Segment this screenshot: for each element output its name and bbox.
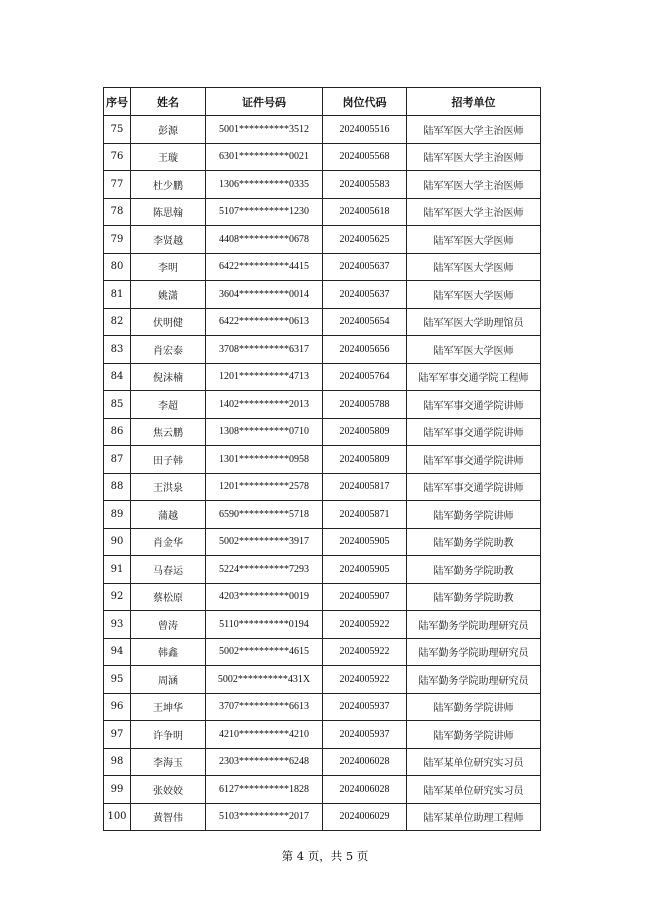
cell-position-code: 2024005907 (323, 583, 407, 611)
cell-index: 98 (104, 748, 131, 776)
cell-position-code: 2024005809 (323, 418, 407, 446)
cell-unit: 陆军军医大学医师 (407, 281, 541, 309)
cell-name: 王璇 (131, 143, 206, 171)
header-id: 证件号码 (206, 88, 323, 116)
cell-unit: 陆军勤务学院助理研究员 (407, 638, 541, 666)
cell-id-number: 5107**********1230 (206, 198, 323, 226)
page-number: 第 4 页，共 5 页 (281, 849, 369, 863)
table-row (104, 281, 541, 309)
cell-id-number: 4210**********4210 (206, 721, 323, 749)
cell-name: 陈思翰 (131, 198, 206, 226)
cell-id-number: 3708**********6317 (206, 336, 323, 364)
cell-name: 黄智伟 (131, 803, 206, 831)
candidate-table (103, 87, 541, 831)
cell-index: 85 (104, 391, 131, 419)
cell-index: 94 (104, 638, 131, 666)
cell-index: 92 (104, 583, 131, 611)
cell-unit: 陆军某单位助理工程师 (407, 803, 541, 831)
table-body (104, 116, 541, 831)
table-header-row (104, 88, 541, 116)
cell-position-code: 2024006029 (323, 803, 407, 831)
cell-unit: 陆军勤务学院助教 (407, 556, 541, 584)
cell-id-number: 5103**********2017 (206, 803, 323, 831)
cell-unit: 陆军勤务学院讲师 (407, 501, 541, 529)
cell-id-number: 5002**********4615 (206, 638, 323, 666)
cell-id-number: 6127**********1828 (206, 776, 323, 804)
table-row (104, 721, 541, 749)
table-row (104, 226, 541, 254)
cell-name: 彭源 (131, 116, 206, 144)
cell-position-code: 2024005937 (323, 721, 407, 749)
cell-name: 马春运 (131, 556, 206, 584)
cell-name: 周涵 (131, 666, 206, 694)
cell-id-number: 1402**********2013 (206, 391, 323, 419)
cell-id-number: 5002**********3917 (206, 528, 323, 556)
table-row (104, 666, 541, 694)
cell-id-number: 6422**********4415 (206, 253, 323, 281)
cell-index: 79 (104, 226, 131, 254)
table-row (104, 363, 541, 391)
cell-index: 84 (104, 363, 131, 391)
cell-name: 肖宏泰 (131, 336, 206, 364)
cell-unit: 陆军军事交通学院讲师 (407, 473, 541, 501)
cell-position-code: 2024005871 (323, 501, 407, 529)
cell-id-number: 3604**********0014 (206, 281, 323, 309)
table-row (104, 336, 541, 364)
table-row (104, 611, 541, 639)
cell-position-code: 2024005656 (323, 336, 407, 364)
cell-id-number: 1306**********0335 (206, 171, 323, 199)
cell-index: 82 (104, 308, 131, 336)
cell-id-number: 2303**********6248 (206, 748, 323, 776)
cell-unit: 陆军军事交通学院工程师 (407, 363, 541, 391)
cell-name: 姚潇 (131, 281, 206, 309)
cell-id-number: 5110**********0194 (206, 611, 323, 639)
table-row (104, 528, 541, 556)
cell-id-number: 1201**********2578 (206, 473, 323, 501)
cell-index: 78 (104, 198, 131, 226)
table-row (104, 391, 541, 419)
table-row (104, 308, 541, 336)
cell-position-code: 2024005764 (323, 363, 407, 391)
cell-name: 张姣姣 (131, 776, 206, 804)
cell-name: 王洪泉 (131, 473, 206, 501)
cell-position-code: 2024005625 (323, 226, 407, 254)
cell-unit: 陆军军医大学医师 (407, 253, 541, 281)
table-row (104, 556, 541, 584)
cell-position-code: 2024005937 (323, 693, 407, 721)
cell-name: 蔡松原 (131, 583, 206, 611)
cell-position-code: 2024005809 (323, 446, 407, 474)
cell-index: 86 (104, 418, 131, 446)
cell-name: 李超 (131, 391, 206, 419)
cell-unit: 陆军军医大学主治医师 (407, 116, 541, 144)
cell-unit: 陆军某单位研究实习员 (407, 748, 541, 776)
table-row (104, 693, 541, 721)
cell-name: 许争明 (131, 721, 206, 749)
cell-index: 83 (104, 336, 131, 364)
cell-position-code: 2024005516 (323, 116, 407, 144)
cell-unit: 陆军勤务学院讲师 (407, 721, 541, 749)
cell-name: 田子韩 (131, 446, 206, 474)
header-name: 姓名 (131, 88, 206, 116)
cell-position-code: 2024005817 (323, 473, 407, 501)
cell-unit: 陆军勤务学院助理研究员 (407, 666, 541, 694)
cell-position-code: 2024005637 (323, 253, 407, 281)
table-row (104, 143, 541, 171)
cell-index: 75 (104, 116, 131, 144)
cell-id-number: 4408**********0678 (206, 226, 323, 254)
cell-index: 97 (104, 721, 131, 749)
cell-position-code: 2024005922 (323, 611, 407, 639)
cell-id-number: 4203**********0019 (206, 583, 323, 611)
cell-position-code: 2024005922 (323, 666, 407, 694)
cell-name: 肖金华 (131, 528, 206, 556)
cell-index: 81 (104, 281, 131, 309)
cell-unit: 陆军军医大学医师 (407, 226, 541, 254)
table-row (104, 748, 541, 776)
cell-index: 93 (104, 611, 131, 639)
cell-name: 李贤越 (131, 226, 206, 254)
table-row (104, 418, 541, 446)
cell-index: 76 (104, 143, 131, 171)
cell-position-code: 2024005905 (323, 528, 407, 556)
cell-index: 100 (104, 803, 131, 831)
cell-position-code: 2024006028 (323, 776, 407, 804)
cell-index: 88 (104, 473, 131, 501)
cell-unit: 陆军某单位研究实习员 (407, 776, 541, 804)
cell-name: 韩鑫 (131, 638, 206, 666)
table-row (104, 803, 541, 831)
table-row (104, 253, 541, 281)
cell-id-number: 5001**********3512 (206, 116, 323, 144)
header-code: 岗位代码 (323, 88, 407, 116)
cell-position-code: 2024005583 (323, 171, 407, 199)
cell-unit: 陆军军医大学主治医师 (407, 143, 541, 171)
cell-position-code: 2024005922 (323, 638, 407, 666)
cell-id-number: 3707**********6613 (206, 693, 323, 721)
cell-position-code: 2024006028 (323, 748, 407, 776)
cell-name: 王坤华 (131, 693, 206, 721)
cell-position-code: 2024005654 (323, 308, 407, 336)
cell-name: 蒲越 (131, 501, 206, 529)
cell-index: 96 (104, 693, 131, 721)
cell-unit: 陆军军事交通学院讲师 (407, 418, 541, 446)
cell-name: 杜少鹏 (131, 171, 206, 199)
table-row (104, 116, 541, 144)
cell-unit: 陆军勤务学院讲师 (407, 693, 541, 721)
cell-unit: 陆军军医大学助理馆员 (407, 308, 541, 336)
cell-id-number: 1201**********4713 (206, 363, 323, 391)
table-row (104, 501, 541, 529)
cell-id-number: 6590**********5718 (206, 501, 323, 529)
cell-index: 77 (104, 171, 131, 199)
cell-position-code: 2024005568 (323, 143, 407, 171)
table-row (104, 583, 541, 611)
header-unit: 招考单位 (407, 88, 541, 116)
cell-name: 倪沫楠 (131, 363, 206, 391)
table-row (104, 776, 541, 804)
table-row (104, 171, 541, 199)
table-row (104, 198, 541, 226)
table-row (104, 638, 541, 666)
cell-unit: 陆军军事交通学院讲师 (407, 446, 541, 474)
cell-unit: 陆军勤务学院助教 (407, 583, 541, 611)
cell-id-number: 1301**********0958 (206, 446, 323, 474)
cell-unit: 陆军勤务学院助教 (407, 528, 541, 556)
cell-id-number: 1308**********0710 (206, 418, 323, 446)
table-row (104, 473, 541, 501)
cell-index: 91 (104, 556, 131, 584)
cell-name: 李海玉 (131, 748, 206, 776)
cell-unit: 陆军军医大学主治医师 (407, 198, 541, 226)
cell-index: 99 (104, 776, 131, 804)
cell-unit: 陆军军事交通学院讲师 (407, 391, 541, 419)
cell-index: 90 (104, 528, 131, 556)
cell-index: 87 (104, 446, 131, 474)
cell-id-number: 6301**********0021 (206, 143, 323, 171)
cell-position-code: 2024005637 (323, 281, 407, 309)
cell-name: 焦云鹏 (131, 418, 206, 446)
cell-id-number: 5002**********431X (206, 666, 323, 694)
cell-position-code: 2024005905 (323, 556, 407, 584)
header-index: 序号 (104, 88, 131, 116)
cell-unit: 陆军勤务学院助理研究员 (407, 611, 541, 639)
table-row (104, 446, 541, 474)
cell-index: 95 (104, 666, 131, 694)
cell-id-number: 6422**********0613 (206, 308, 323, 336)
cell-name: 李明 (131, 253, 206, 281)
cell-name: 伏明健 (131, 308, 206, 336)
cell-index: 80 (104, 253, 131, 281)
cell-position-code: 2024005788 (323, 391, 407, 419)
cell-unit: 陆军军医大学主治医师 (407, 171, 541, 199)
cell-unit: 陆军军医大学医师 (407, 336, 541, 364)
cell-index: 89 (104, 501, 131, 529)
cell-name: 曾涛 (131, 611, 206, 639)
cell-position-code: 2024005618 (323, 198, 407, 226)
cell-id-number: 5224**********7293 (206, 556, 323, 584)
